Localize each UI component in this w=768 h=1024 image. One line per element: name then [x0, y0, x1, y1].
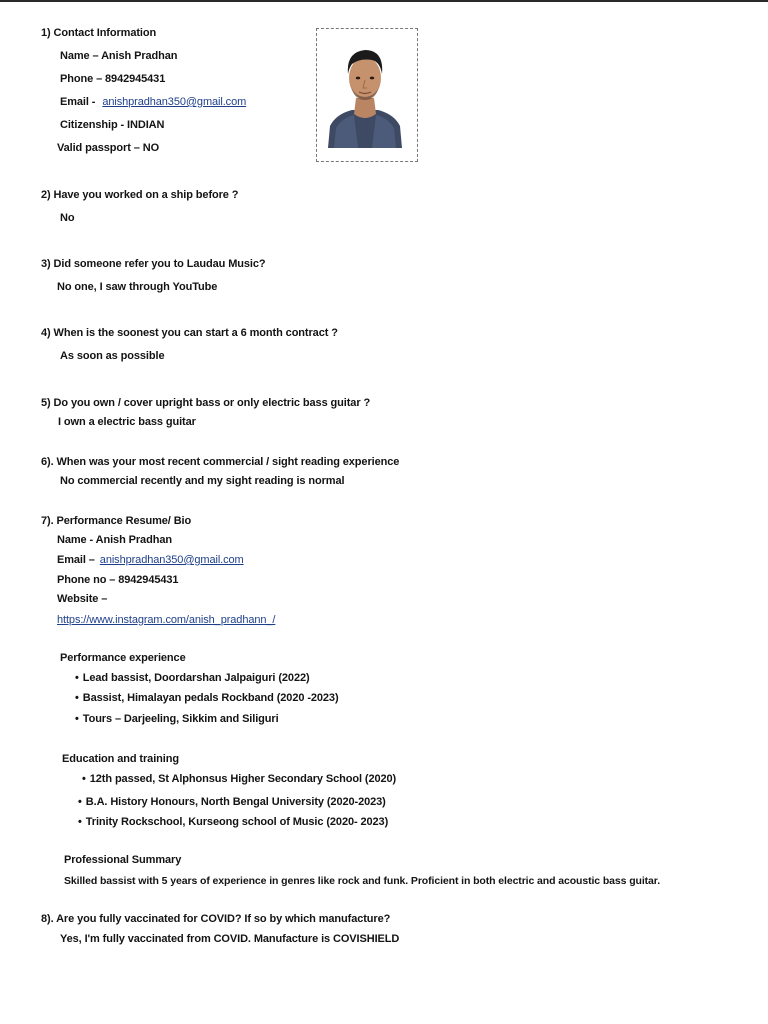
- education-item: • B.A. History Honours, North Bengal University (2020-2023): [78, 796, 386, 808]
- q3-question: 3) Did someone refer you to Laudau Music?: [41, 258, 266, 270]
- q8-answer: Yes, I'm fully vaccinated from COVID. Manufacture is COVISHIELD: [60, 933, 400, 945]
- summary-text: Skilled bassist with 5 years of experience in genres like rock and funk. Proficient in both electric and acoustic bass guitar.: [64, 875, 661, 887]
- education-item: • 12th passed, St Alphonsus Higher Secondary School (2020): [82, 773, 397, 785]
- q6-answer: No commercial recently and my sight reading is normal: [60, 475, 345, 487]
- performance-heading: Performance experience: [60, 652, 186, 664]
- bio-email-label: Email –: [57, 554, 95, 566]
- performance-item: • Lead bassist, Doordarshan Jalpaiguri (2022): [75, 672, 310, 684]
- performance-item: • Bassist, Himalayan pedals Rockband (2020 -2023): [75, 692, 339, 704]
- q4-question: 4) When is the soonest you can start a 6 month contract ?: [41, 327, 338, 339]
- bullet-icon: •: [75, 672, 79, 684]
- bullet-icon: •: [75, 692, 79, 704]
- bullet-icon: •: [78, 796, 82, 808]
- bio-website-label: Website –: [57, 593, 108, 605]
- contact-passport: Valid passport – NO: [57, 142, 160, 154]
- contact-email: [60, 95, 246, 109]
- bio-email: [57, 553, 244, 567]
- performance-item: • Tours – Darjeeling, Sikkim and Siliguri: [75, 713, 279, 725]
- bio-name: Name - Anish Pradhan: [57, 534, 172, 546]
- q4-answer: As soon as possible: [60, 350, 165, 362]
- q2-question: 2) Have you worked on a ship before ?: [41, 189, 239, 201]
- summary-heading: Professional Summary: [64, 854, 182, 866]
- bio-phone: Phone no – 8942945431: [57, 574, 179, 586]
- profile-photo: [324, 40, 406, 148]
- q8-question: 8). Are you fully vaccinated for COVID? If so by which manufacture?: [41, 913, 391, 925]
- contact-email-label: Email -: [60, 96, 96, 108]
- bio-email-link[interactable]: anishpradhan350@gmail.com: [99, 554, 244, 566]
- q7-heading: 7). Performance Resume/ Bio: [41, 515, 192, 527]
- q2-answer: No: [60, 212, 75, 224]
- bullet-icon: •: [78, 816, 82, 828]
- scan-top-edge: [0, 0, 768, 2]
- q5-answer: I own a electric bass guitar: [58, 416, 196, 428]
- q3-answer: No one, I saw through YouTube: [57, 281, 218, 293]
- contact-heading: 1) Contact Information: [41, 27, 157, 39]
- contact-name: Name – Anish Pradhan: [60, 50, 178, 62]
- contact-email-link[interactable]: anishpradhan350@gmail.com: [102, 96, 247, 108]
- contact-phone: Phone – 8942945431: [60, 73, 166, 85]
- q5-question: 5) Do you own / cover upright bass or only electric bass guitar ?: [41, 397, 371, 409]
- bio-website-link[interactable]: https://www.instagram.com/anish_pradhann_/: [57, 614, 276, 626]
- q6-question: 6). When was your most recent commercial / sight reading experience: [41, 456, 400, 468]
- bullet-icon: •: [82, 773, 86, 785]
- contact-citizenship: Citizenship - INDIAN: [60, 119, 165, 131]
- education-item: • Trinity Rockschool, Kurseong school of Music (2020- 2023): [78, 816, 389, 828]
- education-heading: Education and training: [62, 753, 179, 765]
- bullet-icon: •: [75, 713, 79, 725]
